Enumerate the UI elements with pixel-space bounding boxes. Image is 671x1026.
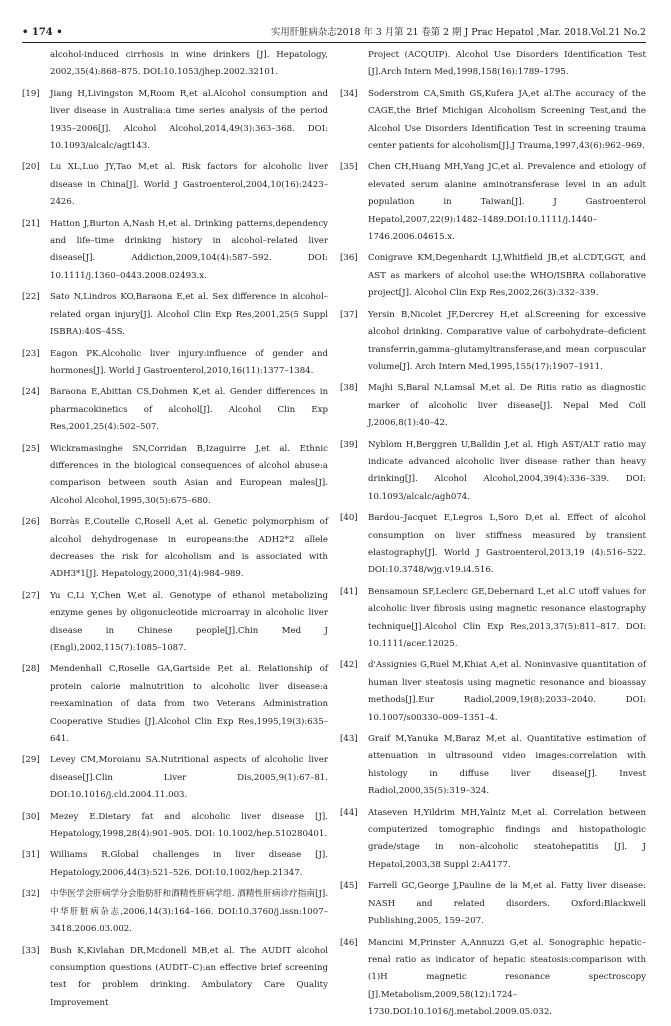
reference-number: [34] (340, 88, 358, 99)
reference-text: Bush K,Kivlahan DR,Mcdonell MB,et al. The AUDIT alcohol consumption questions (AUDIT–C):an effective brief screening test for problem drinking. Ambulatory Care Quality Improvement (50, 945, 328, 1008)
reference-number: [24] (22, 387, 40, 398)
header-rule (22, 42, 646, 43)
reference-item (340, 86, 646, 156)
reference-item (22, 384, 328, 436)
reference-number: [45] (340, 881, 358, 892)
reference-text: Soderstrom CA,Smith GS,Kufera JA,et al.The accuracy of the CAGE,the Brief Michigan Alcoholism Screening Test,and the Alcohol Use Disorders Identification Test in screening trauma center patients for alcoholism[J].J Trauma,1997,43(6):962–969. (368, 88, 646, 152)
reference-item (22, 514, 328, 584)
reference-text: Majhi S,Baral N,Lamsal M,et al. De Ritis ratio as diagnostic marker of alcoholic liver disease[J]. Nepal Med Coll J,2006,8(1):40–42. (368, 383, 646, 429)
reference-number: [29] (22, 755, 40, 766)
reference-item (340, 510, 646, 580)
reference-text: Yu C,Li Y,Chen W,et al. Genotype of ethanol metabolizing enzyme genes by oligonucleotide microarray in alcoholic liver disease in Chinese people[J].Chin Med J (Engl),2002,115(7):1085–1087. (50, 590, 328, 653)
reference-text: Mezey E.Dietary fat and alcoholic liver disease [J]. Hepatology,1998,28(4):901–905. DOI: 10.1002/hep.510280401. (50, 811, 328, 840)
reference-text: Nyblom H,Berggren U,Balldin J,et al. High AST/ALT ratio may indicate advanced alcoholic liver disease rather than heavy drinking[J]. Alcohol Alcohol,2004,39(4):336–339. DOI: 10.1093/alcalc/agh074. (368, 439, 646, 502)
reference-list-left (22, 86, 328, 1012)
reference-text: Jiang H,Livingston M,Room R,et al.Alcohol consumption and liver disease in Australia:a time series analysis of the period 1935–2006[J]. Alcohol Alcohol,2014,49(3):363–368. DOI: 10.1093/alcalc/agt143. (50, 88, 328, 152)
reference-number: [19] (22, 88, 40, 99)
right-column (340, 47, 646, 1026)
reference-number: [44] (340, 807, 358, 818)
reference-number: [21] (22, 218, 40, 229)
reference-item (22, 752, 328, 804)
reference-text: Hatton J,Burton A,Nash H,et al. Drinking patterns,dependency and life–time drinking history in alcohol–related liver disease[J]. Addiction,2009,104(4):587–592. DOI: 10.1111/j.1360–0443.2008.02493.x. (50, 218, 328, 281)
reference-item (22, 661, 328, 748)
reference-number: [27] (22, 590, 40, 601)
reference-text: Levey CM,Moroianu SA.Nutritional aspects of alcoholic liver disease[J].Clin Liver Dis,2005,9(1):67–81. DOI:10.1016/j.cld.2004.11.003. (50, 755, 328, 801)
reference-text: Chen CH,Huang MH,Yang JC,et al. Prevalence and etiology of elevated serum alanine aminotransferase level in an adult population in Taiwan[J]. J Gastroenterol Hepatol,2007,22(9):1482–1489.DOI:10.1111/j.1440–1746.2006.04615.x. (368, 162, 646, 243)
reference-list-right (340, 86, 646, 1022)
reference-item (340, 250, 646, 302)
reference-number: [36] (340, 253, 358, 264)
reference-text: Graif M,Yanuka M,Baraz M,et al. Quantitative estimation of attenuation in ultrasound video images:correlation with histology in diffuse liver disease[J]. Invest Radiol,2000,35(5):319–324. (368, 734, 646, 797)
reference-number: [40] (340, 513, 358, 524)
reference-text: d'Assignies G,Ruel M,Khiat A,et al. Noninvasive quantitation of human liver steatosis using magnetic resonance and bioassay methods[J].Eur Radiol,2009,19(8):2033–2040. DOI: 10.1007/s00330–009–1351–4. (368, 660, 646, 723)
reference-item (22, 588, 328, 658)
reference-text: Sato N,Lindros KO,Baraona E,et al. Sex difference in alcohol–related organ injury[J]. Alcohol Clin Exp Res,2001,25(5 Suppl ISBRA):40S–45S. (50, 292, 328, 338)
reference-number: [46] (340, 937, 358, 948)
reference-text: Mancini M,Prinster A,Annuzzi G,et al. Sonographic hepatic–renal ratio as indicator of hepatic steatosis:comparison with (1)H magnetic resonance spectroscopy [J].Metabolism,2009,58(12):1724–1730.DOI:10.1016/j.metabol.2009.05.032. (368, 937, 646, 1018)
reference-number: [23] (22, 348, 40, 359)
reference-text: Williams R.Global challenges in liver disease [J]. Hepatology,2006,44(3):521–526. DOI:10.1002/hep.21347. (50, 850, 328, 878)
reference-number: [25] (22, 443, 40, 454)
reference-number: [38] (340, 383, 358, 394)
reference-number: [26] (22, 517, 40, 528)
reference-text: Bardou–Jacquet E,Legros L,Soro D,et al. Effect of alcohol consumption on liver stiffness measured by transient elastography[J]. World J Gastroenterol,2013,19 (4):516–522. DOI:10.3748/wjg.v19.i4.516. (368, 513, 646, 576)
reference-item (340, 584, 646, 654)
reference-item (340, 878, 646, 930)
reference-text: Wickramasinghe SN,Corridan B,Izaguirre J,et al. Ethnic differences in the biological consequences of alcohol abuse:a comparison between south Asian and European males[J]. Alcohol Alcohol,1995,30(5):675–680. (50, 443, 328, 506)
page-number: • 174 • (22, 27, 63, 38)
reference-item (340, 805, 646, 875)
reference-text: Ataseven H,Yildrim MH,Yalniz M,et al. Correlation between computerized tomographic findings and histopathologic grade/stage in non–alcoholic steatohepatitis [J]. J Hepatol,2003,38 Suppl 2:A4177. (368, 807, 646, 870)
reference-number: [32] (22, 889, 40, 900)
reference-number: [39] (340, 439, 358, 450)
reference-item (22, 943, 328, 1013)
reference-number: [28] (22, 664, 40, 675)
reference-item (340, 657, 646, 727)
reference-number: [37] (340, 309, 358, 320)
reference-number: [43] (340, 734, 358, 745)
reference-item (22, 216, 328, 286)
reference-number: [42] (340, 660, 358, 671)
reference-text: Bensamoun SF,Leclerc GE,Debernard L,et al.C utoff values for alcoholic liver fibrosis using magnetic resonance elastography technique[J].Alcohol Clin Exp Res,2013,37(5):811–817. DOI: 10.1111/acer.12025. (368, 586, 646, 649)
reference-number: [31] (22, 850, 40, 861)
reference-item (22, 441, 328, 511)
reference-item (340, 731, 646, 801)
reference-item (340, 935, 646, 1022)
reference-number: [35] (340, 162, 358, 173)
reference-text: Eagon PK.Alcoholic liver injury:influence of gender and hormones[J]. World J Gastroenterol,2010,16(11):1377–1384. (50, 348, 328, 376)
reference-text: Mendenhall C,Roselle GA,Gartside P,et al. Relationship of protein calorie malnutrition to alcoholic liver disease:a reexamination of data from two Veterans Administration Cooperative Studies [J].Alcohol Clin Exp Res,1995,19(3):635–641. (50, 664, 328, 745)
reference-continuation: Project (ACQUIP). Alcohol Use Disorders Identification Test [J].Arch Intern Med,1998,158(16):1789–1795. (368, 50, 646, 78)
reference-continuation: alcohol-induced cirrhosis in wine drinkers [J]. Hepatology, 2002,35(4):868–875. DOI:10.1053/jhep.2002.32101. (50, 50, 328, 78)
reference-item (340, 380, 646, 432)
reference-item (22, 289, 328, 341)
reference-text: Borràs E,Coutelle C,Rosell A,et al. Genetic polymorphism of alcohol dehydrogenase in europeans:the ADH2*2 allele decreases the risk for alcoholism and is associated with ADH3*1[J]. Hepatology,2000,31(4):984–989. (50, 517, 328, 580)
reference-item (22, 847, 328, 882)
reference-item (340, 159, 646, 246)
journal-header: 实用肝脏病杂志2018 年 3 月第 21 卷第 2 期 J Prac Hepatol ,Mar. 2018.Vol.21 No.2 (271, 27, 646, 38)
reference-number: [41] (340, 586, 358, 597)
reference-item (22, 809, 328, 844)
reference-text: Lu XL,Luo JY,Tao M,et al. Risk factors for alcoholic liver disease in China[J]. World J Gastroenterol,2004,10(16):2423–2426. (50, 162, 328, 208)
reference-text: Conigrave KM,Degenhardt LJ,Whitfield JB,et al.CDT,GGT, and AST as markers of alcohol use:the WHO/ISBRA collaborative project[J]. Alcohol Clin Exp Res,2002,26(3):332–339. (368, 253, 646, 299)
reference-text: Yersin B,Nicolet JF,Dercrey H,et al.Screening for excessive alcohol drinking. Comparative value of carbohydrate–deficient transferrin,gamma–glutamyltransferase,and mean corpuscular volume[J]. Arch Intern Med,1995,155(17):1907–1911. (368, 309, 646, 372)
reference-text: Farrell GC,George J,Pauline de la M,et al. Fatty liver disease: NASH and related disorders. Oxford:Blackwell Publishing,2005, 159–207. (368, 881, 646, 927)
reference-number: [22] (22, 292, 40, 303)
reference-item (22, 159, 328, 211)
reference-number: [33] (22, 945, 40, 956)
reference-item (22, 886, 328, 938)
reference-item (340, 307, 646, 377)
reference-text: Baraona E,Abittan CS,Dohmen K,et al. Gender differences in pharmacokinetics of alcohol[J]. Alcohol Clin Exp Res,2001,25(4):502–507. (50, 387, 328, 433)
reference-item (340, 437, 646, 507)
left-column (22, 47, 328, 1016)
reference-item (22, 86, 328, 156)
page-header (22, 26, 646, 40)
reference-number: [20] (22, 162, 40, 173)
reference-number: [30] (22, 811, 40, 822)
reference-item (22, 346, 328, 381)
reference-text: 中华医学会肝病学分会脂肪肝和酒精性肝病学组. 酒精性肝病诊疗指南[J]. 中华肝脏病杂志,2006,14(3):164–166. DOI:10.3760/j.issn:1007–3418.2006.03.002. (50, 889, 328, 935)
